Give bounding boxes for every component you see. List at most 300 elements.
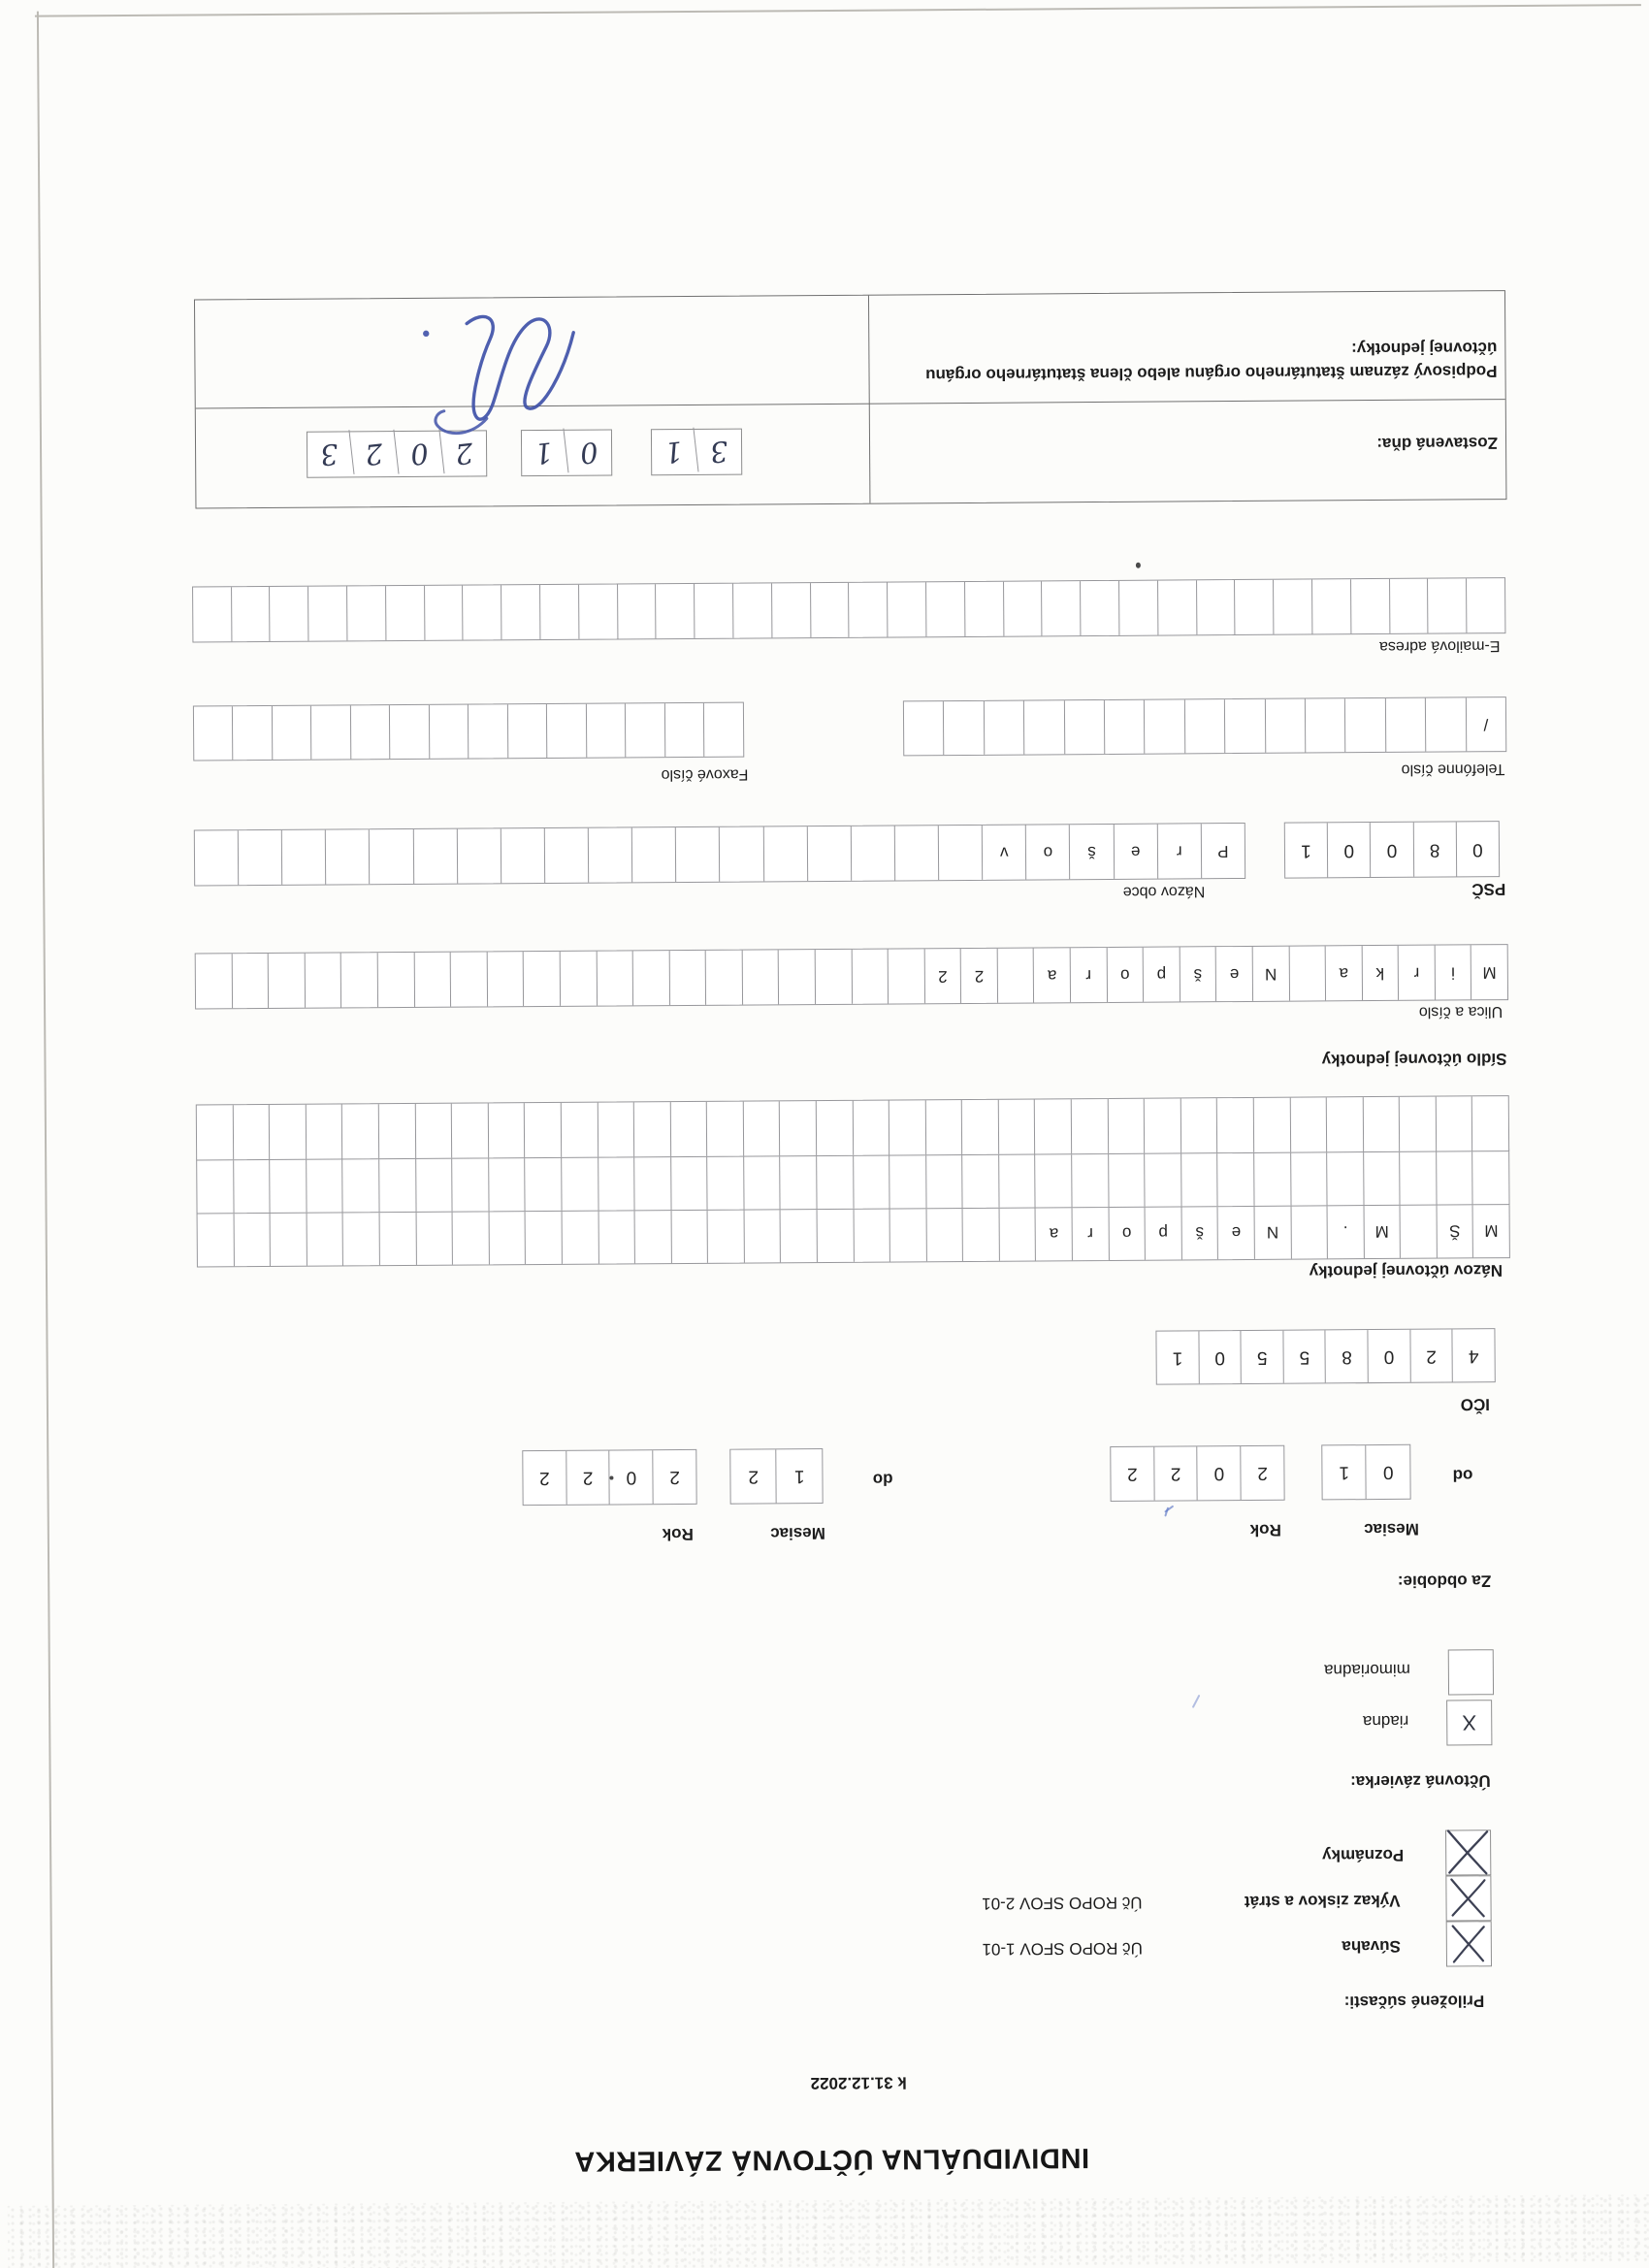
- char-box: [1145, 1098, 1181, 1152]
- period-heading: Za obdobie:: [1397, 1571, 1492, 1591]
- char-box: 0: [1371, 823, 1414, 877]
- char-box: [1004, 581, 1043, 635]
- char-box: [889, 1100, 926, 1154]
- char-box: [197, 1105, 234, 1159]
- char-box: 1: [1285, 823, 1329, 877]
- char-box: [1390, 579, 1429, 633]
- char-box: [1364, 1150, 1401, 1205]
- char-box: a: [1326, 946, 1363, 1000]
- char-box: [704, 703, 743, 757]
- char-box: 0: [1472, 839, 1483, 860]
- char-box: [1306, 698, 1346, 752]
- char-box: [197, 1158, 234, 1213]
- char-box: Š: [1437, 1203, 1473, 1257]
- char-box: š: [1180, 947, 1216, 1001]
- checkbox-vykaz: [1445, 1875, 1491, 1921]
- signature-label-line2: účtovnej jednotky:: [1351, 339, 1498, 359]
- char-box: [1181, 1151, 1218, 1206]
- char-box: [744, 1208, 781, 1262]
- char-box: [232, 587, 271, 641]
- char-box: [811, 583, 850, 637]
- char-box: r: [1158, 824, 1203, 878]
- char-box: [926, 1207, 963, 1261]
- char-box: [271, 1158, 307, 1213]
- char-box: 3: [306, 430, 355, 479]
- ico-boxes: [1155, 1328, 1495, 1384]
- char-box: [888, 582, 926, 636]
- char-box: [985, 701, 1025, 755]
- char-box: [342, 1104, 379, 1158]
- char-box: [665, 703, 705, 757]
- char-box: [999, 1152, 1036, 1207]
- char-box: [963, 1207, 1000, 1261]
- address-heading: Sídlo účtovnej jednotky: [1321, 1050, 1507, 1070]
- char-box: [1035, 1099, 1072, 1153]
- char-box: [889, 949, 925, 1003]
- char-box: [763, 826, 808, 881]
- blue-pen-tick: [1164, 1507, 1169, 1516]
- char-box: [489, 1103, 526, 1157]
- char-box: [1265, 699, 1306, 753]
- char-box: i: [1436, 945, 1472, 999]
- char-box: [270, 1105, 307, 1159]
- char-box: [706, 951, 743, 1005]
- char-box: [708, 1209, 745, 1263]
- char-box: [1386, 698, 1427, 752]
- char-box: a: [1036, 1206, 1073, 1260]
- char-box: [469, 704, 508, 758]
- char-box: P: [1217, 842, 1229, 861]
- char-box: [1145, 1151, 1181, 1206]
- char-box: [817, 1101, 854, 1155]
- char-box: [632, 827, 677, 882]
- char-box: 1: [1156, 1331, 1199, 1383]
- char-box: 0: [1199, 1331, 1242, 1383]
- scan-page-edge-vertical: [37, 12, 54, 2268]
- compiled-day-boxes: [651, 429, 742, 476]
- char-box: [198, 1212, 235, 1266]
- attachment-label-poznamky: Poznámky: [1322, 1845, 1405, 1865]
- char-box: 5: [1283, 1330, 1326, 1382]
- char-box: 1: [650, 428, 699, 477]
- char-box: [707, 1155, 744, 1210]
- signature-table: [194, 290, 1506, 508]
- char-box: [508, 704, 548, 758]
- ink-speck: [1136, 563, 1141, 568]
- char-box: [1437, 1150, 1473, 1204]
- char-box: [587, 703, 627, 757]
- char-box: [1105, 700, 1146, 754]
- char-box: [414, 953, 451, 1007]
- char-box: [1081, 581, 1119, 635]
- psc-label: PSČ: [1471, 880, 1506, 899]
- char-box: [853, 1101, 889, 1155]
- char-box: [939, 826, 984, 880]
- entity-name-label: Názov účtovnej jednotky: [1309, 1261, 1504, 1281]
- char-box: 5: [1242, 1331, 1284, 1383]
- char-box: [453, 1210, 490, 1264]
- char-box: [308, 586, 347, 640]
- char-box: [239, 830, 283, 885]
- char-box: 1: [520, 429, 569, 478]
- fax-label: Faxové číslo: [661, 765, 749, 784]
- from-year-boxes: [1110, 1445, 1284, 1502]
- char-box: [547, 704, 587, 758]
- attachment-code-suvaha: Úč ROPO SFOV 1-01: [982, 1938, 1143, 1959]
- char-box: [904, 701, 945, 755]
- char-box: [1291, 1150, 1328, 1205]
- report-date: k 31.12.2022: [810, 2073, 907, 2093]
- char-box: [379, 1104, 416, 1158]
- char-box: [452, 1156, 489, 1211]
- char-box: [1291, 1204, 1328, 1258]
- char-box: [1290, 1097, 1327, 1151]
- char-box: [380, 1211, 417, 1265]
- char-box: [1467, 578, 1504, 632]
- char-box: 2: [453, 436, 475, 471]
- char-box: [999, 1206, 1036, 1260]
- char-box: [416, 1211, 453, 1265]
- blue-pen-stroke: [1192, 1695, 1201, 1708]
- char-box: [852, 950, 889, 1004]
- char-box: 4: [1468, 1345, 1479, 1367]
- char-box: 2: [1257, 1463, 1268, 1484]
- char-box: [854, 1154, 890, 1209]
- char-box: [1158, 580, 1197, 634]
- char-box: [194, 706, 234, 760]
- char-box: 2: [350, 430, 400, 479]
- char-box: [598, 1209, 635, 1263]
- char-box: [781, 1208, 818, 1262]
- char-box: [193, 587, 232, 641]
- char-box: [343, 1157, 380, 1212]
- char-box: [326, 829, 371, 884]
- char-box: [1042, 581, 1081, 635]
- char-box: 2: [1154, 1446, 1198, 1500]
- char-box: [526, 1210, 563, 1264]
- signature-label-line1: Podpisový záznam štatutárneho orgánu alebo člena štatutárneho orgánu: [925, 362, 1498, 385]
- char-box: [1289, 946, 1326, 1000]
- scan-noise-band: [8, 2194, 1649, 2268]
- printed-x-mark: X: [1462, 1710, 1477, 1735]
- char-box: [634, 1155, 671, 1210]
- char-box: [579, 584, 618, 638]
- attachment-label-suvaha: Súvaha: [1342, 1936, 1401, 1957]
- char-box: [1109, 1152, 1146, 1207]
- char-box: [1225, 699, 1266, 753]
- char-box: [707, 1102, 744, 1156]
- street-boxes: [195, 944, 1508, 1009]
- char-box: [944, 701, 985, 755]
- char-box: a: [1034, 948, 1071, 1002]
- char-box: [1327, 1150, 1364, 1205]
- from-month-boxes: [1321, 1444, 1410, 1501]
- char-box: [416, 1157, 453, 1212]
- closing-option-riadna: riadna: [1362, 1711, 1409, 1732]
- char-box: [271, 587, 309, 641]
- char-box: [524, 952, 561, 1006]
- char-box: [1036, 1152, 1073, 1207]
- char-box: [1072, 1099, 1109, 1153]
- char-box: o: [1109, 1206, 1146, 1260]
- char-box: [1218, 1151, 1255, 1206]
- char-box: [1473, 1150, 1509, 1204]
- char-box: [1254, 1151, 1291, 1206]
- char-box: 0: [578, 435, 600, 470]
- char-box: [232, 954, 269, 1008]
- char-box: [430, 705, 469, 759]
- char-box: [1197, 580, 1236, 634]
- char-box: [852, 826, 896, 880]
- char-box: [772, 583, 811, 637]
- char-box: 8: [1413, 822, 1457, 876]
- char-box: [779, 950, 816, 1004]
- char-box: [1024, 700, 1065, 754]
- char-box: [452, 1103, 489, 1157]
- char-box: 2: [669, 1467, 680, 1488]
- char-box: [1401, 1204, 1438, 1258]
- char-box: 2: [924, 949, 961, 1003]
- char-box: [626, 703, 665, 757]
- char-box: [269, 954, 306, 1008]
- char-box: 0: [610, 1450, 654, 1504]
- to-label: do: [872, 1470, 893, 1489]
- char-box: [489, 1156, 526, 1211]
- char-box: [562, 1103, 598, 1157]
- char-box: M: [1364, 1204, 1401, 1258]
- char-box: [618, 584, 657, 638]
- char-box: [489, 1210, 526, 1264]
- char-box: [234, 1105, 271, 1159]
- attachments-heading: Priložené súčasti:: [1343, 1992, 1485, 2012]
- page-title: INDIVIDUÁLNA ÚČTOVNÁ ZÁVIERKA: [573, 2142, 1090, 2177]
- email-label: E-mailová adresa: [1378, 637, 1501, 655]
- table-column-divider: [868, 296, 871, 503]
- handwritten-x-icon: [1442, 1827, 1494, 1878]
- char-box: [671, 1209, 708, 1263]
- char-box: [563, 1210, 599, 1264]
- char-box: š: [1181, 1205, 1218, 1259]
- char-box: [598, 1102, 634, 1156]
- char-box: [589, 827, 633, 882]
- char-box: [501, 828, 546, 883]
- char-box: [962, 1100, 999, 1154]
- char-box: [351, 705, 391, 759]
- char-box: [271, 1212, 307, 1266]
- char-box: [464, 585, 502, 639]
- char-box: 0: [1328, 823, 1372, 877]
- char-box: [849, 583, 888, 637]
- char-box: [413, 829, 458, 884]
- char-box: [343, 1211, 380, 1265]
- char-box: [525, 1103, 562, 1157]
- char-box: [196, 954, 233, 1008]
- handwritten-x-icon: [1443, 1918, 1495, 1969]
- char-box: [1235, 580, 1274, 634]
- char-box: [1400, 1150, 1437, 1205]
- char-box: [378, 953, 415, 1007]
- char-box: k: [1362, 946, 1399, 1000]
- char-box: 2: [523, 1451, 566, 1505]
- checkbox-mimoriadna: [1448, 1649, 1494, 1695]
- char-box: [671, 1155, 708, 1210]
- char-box: [306, 953, 342, 1007]
- char-box: [1437, 1096, 1473, 1150]
- char-box: v: [983, 826, 1027, 880]
- char-box: M: [1482, 963, 1497, 983]
- char-box: e: [1114, 825, 1158, 879]
- char-box: [816, 950, 853, 1004]
- char-box: [1185, 699, 1226, 753]
- char-box: [1351, 579, 1390, 633]
- street-label: Ulica a číslo: [1418, 1003, 1504, 1021]
- fax-boxes: [193, 702, 744, 761]
- char-box: [341, 953, 378, 1007]
- char-box: [926, 1100, 963, 1154]
- char-box: [890, 1207, 927, 1261]
- phone-label: Telefónne číslo: [1401, 761, 1505, 778]
- char-box: [1312, 579, 1351, 633]
- char-box: [1108, 1099, 1145, 1153]
- char-box: e: [1218, 1205, 1255, 1259]
- closing-option-mimoriadna: mimoriadna: [1323, 1660, 1410, 1680]
- char-box: r: [1073, 1206, 1110, 1260]
- char-box: N: [1253, 947, 1290, 1001]
- char-box: [1181, 1098, 1218, 1152]
- char-box: 0: [1369, 1330, 1411, 1382]
- char-box: e: [1216, 947, 1253, 1001]
- char-box: [781, 1154, 818, 1209]
- char-box: [1472, 1096, 1508, 1150]
- to-year-label: Rok: [662, 1524, 694, 1544]
- char-box: [695, 584, 733, 638]
- char-box: [965, 582, 1004, 636]
- char-box: [634, 1102, 671, 1156]
- char-box: N: [1254, 1205, 1291, 1259]
- char-box: [1145, 699, 1185, 753]
- char-box: [720, 826, 764, 881]
- to-month-label: Mesiac: [770, 1524, 825, 1543]
- char-box: [780, 1101, 817, 1155]
- char-box: M: [1484, 1221, 1499, 1241]
- char-box: [818, 1208, 855, 1262]
- char-box: [282, 830, 327, 885]
- char-box: 0: [1198, 1446, 1242, 1500]
- char-box: [998, 948, 1035, 1002]
- char-box: [1274, 579, 1312, 633]
- char-box: [743, 950, 780, 1004]
- char-box: o: [1107, 948, 1144, 1002]
- char-box: [234, 1158, 271, 1213]
- city-boxes: [194, 823, 1245, 887]
- char-box: 1: [793, 1466, 805, 1487]
- char-box: [1345, 698, 1386, 752]
- phone-boxes: [903, 697, 1506, 756]
- char-box: [808, 826, 853, 881]
- checkbox-poznamky: [1445, 1830, 1491, 1875]
- char-box: [669, 951, 706, 1005]
- entity-name-row-3: [196, 1095, 1509, 1160]
- char-box: 2: [1111, 1447, 1154, 1501]
- char-box: [233, 706, 273, 760]
- from-year-label: Rok: [1249, 1520, 1281, 1539]
- char-box: [451, 952, 488, 1006]
- char-box: [379, 1157, 416, 1212]
- char-box: [540, 585, 579, 639]
- char-box: [347, 586, 386, 640]
- char-box: [307, 1211, 343, 1265]
- ink-speck: [609, 1476, 613, 1480]
- char-box: [926, 1153, 963, 1208]
- char-box: [273, 706, 312, 760]
- char-box: [562, 1156, 598, 1211]
- char-box: [1217, 1098, 1254, 1152]
- attachment-label-vykaz: Výkaz ziskov a strát: [1244, 1891, 1401, 1911]
- scan-page-edge-horizontal: [35, 5, 1641, 17]
- char-box: [1400, 1097, 1437, 1151]
- char-box: [1426, 697, 1467, 751]
- char-box: [657, 584, 695, 638]
- char-box: [425, 586, 464, 640]
- char-box: [597, 951, 633, 1005]
- char-box: [386, 586, 425, 640]
- char-box: [307, 1104, 343, 1158]
- char-box: [854, 1208, 890, 1262]
- char-box: 0: [1382, 1462, 1394, 1483]
- char-box: [1072, 1152, 1109, 1207]
- char-box: 2: [961, 949, 998, 1003]
- char-box: [817, 1154, 854, 1209]
- char-box: [311, 705, 351, 759]
- char-box: š: [1070, 825, 1115, 879]
- char-box: [1064, 700, 1105, 754]
- char-box: r: [1399, 946, 1436, 1000]
- char-box: r: [1071, 948, 1108, 1002]
- char-box: [1363, 1097, 1400, 1151]
- closing-heading: Účtovná závierka:: [1350, 1771, 1491, 1792]
- char-box: [744, 1154, 781, 1209]
- char-box: [744, 1101, 781, 1155]
- char-box: [999, 1099, 1036, 1153]
- char-box: [487, 952, 524, 1006]
- attachment-code-vykaz: Úč ROPO SFOV 2-01: [982, 1893, 1143, 1913]
- city-label: Názov obce: [1122, 883, 1206, 900]
- char-box: p: [1146, 1205, 1182, 1259]
- compiled-date-label: Zostavená dňa:: [1376, 434, 1499, 454]
- handwritten-x-icon: [1442, 1872, 1494, 1924]
- ico-label: IČO: [1460, 1395, 1491, 1414]
- char-box: [926, 582, 965, 636]
- char-box: [1327, 1097, 1364, 1151]
- char-box: [676, 827, 721, 882]
- char-box: p: [1144, 947, 1180, 1001]
- char-box: 3: [708, 434, 730, 470]
- char-box: [635, 1209, 672, 1263]
- char-box: [561, 952, 598, 1006]
- checkbox-riadna: [1446, 1700, 1492, 1745]
- checkbox-suvaha: [1446, 1921, 1492, 1966]
- char-box: [526, 1156, 563, 1211]
- char-box: o: [1026, 825, 1071, 879]
- from-month-label: Mesiac: [1364, 1519, 1419, 1539]
- char-box: [415, 1104, 452, 1158]
- char-box: 2: [1410, 1329, 1453, 1381]
- char-box: [1428, 578, 1467, 632]
- char-box: 0: [395, 429, 444, 478]
- char-box: .: [1328, 1204, 1365, 1258]
- char-box: 8: [1326, 1330, 1369, 1382]
- char-box: [370, 829, 414, 884]
